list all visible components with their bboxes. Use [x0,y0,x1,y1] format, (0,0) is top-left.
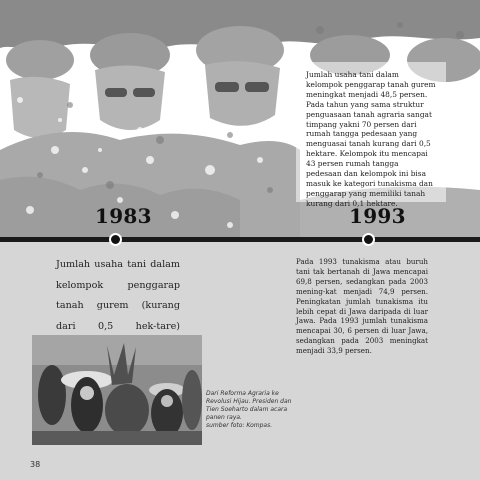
timeline-marker-left [109,233,122,246]
timeline-line [0,237,480,242]
caption-line: sumber foto: Kompas. [206,422,273,429]
page-number: 38 [30,460,41,469]
caption-line: Dari Reforma Agraria ke [206,390,279,397]
paragraph-1983: Jumlah usaha tani dalam kelompok penggarap tanah gurem (kurang dari 0,5 hek-tare) [56,259,180,332]
harvest-photo [32,335,202,445]
top-paragraph: Jumlah usaha tani dalam kelompok penggarap tanah gurem meningkat menjadi 48,5 persen. Pada tahun yang sama struktur penguasaan tanah agraria sangat timpang yakni 70 persen dari rumah tangga pedesaan yang menguasai tanah kurang dari 0,5 hektare. Kelompok itu mencapai 43 persen rumah tangga pedesaan dan kelompok ini bisa masuk ke kategori tunakisma dan penggarap yang memiliki tanah kurang dari 0,1 hektare. [306,70,436,208]
caption-line: Revolusi Hijau. Presiden dan [206,398,292,405]
caption-line: panen raya. [206,414,242,421]
year-label-left: 1983 [95,204,152,228]
paragraph-1993: Pada 1993 tunakisma atau buruh tani tak bertanah di Jawa mencapai 69,8 persen, sedangkan pada 2003 mening-kat menjadi 74,9 persen. Peningkatan jumlah tunakisma itu lebih cepat di Jawa daripada di luar Jawa. Pada 1993 jumlah tunakisma mencapai 30, 6 persen di luar Jawa, sedangkan pada 2003 meningkat menjadi 33,9 persen. [296,257,428,356]
timeline-marker-right [362,233,375,246]
photo-caption [206,390,306,430]
caption-line: Tien Soeharto dalam acara [206,406,288,413]
year-label-right: 1993 [349,204,406,228]
